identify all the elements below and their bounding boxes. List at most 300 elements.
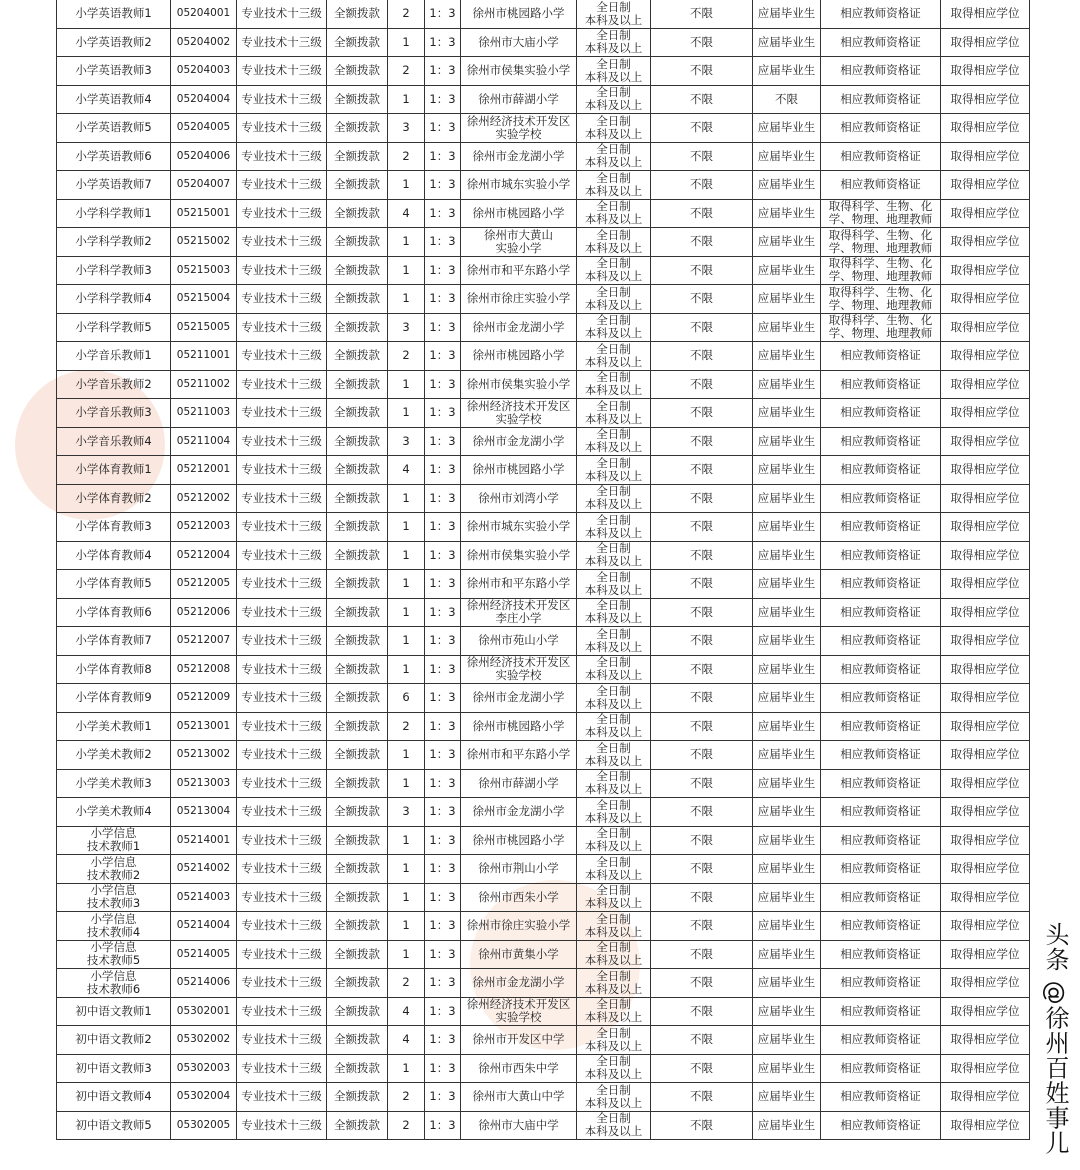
table-row (57, 883, 1030, 912)
position-name-cell: 小学英语教师1 (57, 0, 171, 28)
certificate-cell: 相应教师资格证 (821, 969, 941, 998)
hire-count-cell: 2 (388, 969, 425, 998)
target-group-cell: 应届毕业生 (753, 456, 821, 485)
education-cell: 全日制 本科及以上 (577, 1026, 651, 1055)
school-cell: 徐州市西朱中学 (461, 1054, 577, 1083)
education-cell: 全日制 本科及以上 (577, 826, 651, 855)
position-name-cell: 小学体育教师4 (57, 541, 171, 570)
job-level-cell: 专业技术十三级 (237, 399, 327, 428)
degree-cell: 取得相应学位 (941, 798, 1030, 827)
hire-count-cell: 1 (388, 741, 425, 770)
target-group-cell: 应届毕业生 (753, 598, 821, 627)
funding-type-cell: 全额拨款 (327, 570, 388, 599)
education-cell: 全日制 本科及以上 (577, 684, 651, 713)
funding-type-cell: 全额拨款 (327, 256, 388, 285)
major-cell: 不限 (651, 598, 753, 627)
table-row (57, 655, 1030, 684)
job-level-cell: 专业技术十三级 (237, 171, 327, 200)
hire-count-cell: 1 (388, 513, 425, 542)
school-cell: 徐州市大黄山中学 (461, 1083, 577, 1112)
education-cell: 全日制 本科及以上 (577, 798, 651, 827)
degree-cell: 取得相应学位 (941, 342, 1030, 371)
certificate-cell: 相应教师资格证 (821, 114, 941, 143)
education-cell: 全日制 本科及以上 (577, 855, 651, 884)
job-level-cell: 专业技术十三级 (237, 940, 327, 969)
degree-cell: 取得相应学位 (941, 1083, 1030, 1112)
exam-ratio-cell: 1：3 (425, 57, 461, 86)
exam-ratio-cell: 1：3 (425, 1083, 461, 1112)
degree-cell: 取得相应学位 (941, 598, 1030, 627)
funding-type-cell: 全额拨款 (327, 712, 388, 741)
target-group-cell: 应届毕业生 (753, 342, 821, 371)
exam-ratio-cell: 1：3 (425, 28, 461, 57)
major-cell: 不限 (651, 826, 753, 855)
job-level-cell: 专业技术十三级 (237, 997, 327, 1026)
funding-type-cell: 全额拨款 (327, 313, 388, 342)
education-cell: 全日制 本科及以上 (577, 171, 651, 200)
hire-count-cell: 1 (388, 256, 425, 285)
certificate-cell: 相应教师资格证 (821, 570, 941, 599)
position-name-cell: 小学美术教师3 (57, 769, 171, 798)
education-cell: 全日制 本科及以上 (577, 370, 651, 399)
education-cell: 全日制 本科及以上 (577, 712, 651, 741)
target-group-cell: 应届毕业生 (753, 171, 821, 200)
school-cell: 徐州市金龙湖小学 (461, 427, 577, 456)
exam-ratio-cell: 1：3 (425, 256, 461, 285)
position-code-cell: 05302002 (171, 1026, 237, 1055)
target-group-cell: 应届毕业生 (753, 969, 821, 998)
position-code-cell: 05212002 (171, 484, 237, 513)
degree-cell: 取得相应学位 (941, 684, 1030, 713)
school-cell: 徐州市金龙湖小学 (461, 142, 577, 171)
job-level-cell: 专业技术十三级 (237, 370, 327, 399)
position-code-cell: 05213001 (171, 712, 237, 741)
degree-cell: 取得相应学位 (941, 712, 1030, 741)
degree-cell: 取得相应学位 (941, 171, 1030, 200)
certificate-cell: 相应教师资格证 (821, 912, 941, 941)
exam-ratio-cell: 1：3 (425, 598, 461, 627)
school-cell: 徐州市和平东路小学 (461, 570, 577, 599)
table-row (57, 228, 1030, 257)
certificate-cell: 相应教师资格证 (821, 997, 941, 1026)
certificate-cell: 相应教师资格证 (821, 684, 941, 713)
exam-ratio-cell: 1：3 (425, 627, 461, 656)
exam-ratio-cell: 1：3 (425, 912, 461, 941)
degree-cell: 取得相应学位 (941, 427, 1030, 456)
funding-type-cell: 全额拨款 (327, 285, 388, 314)
hire-count-cell: 3 (388, 427, 425, 456)
education-cell: 全日制 本科及以上 (577, 513, 651, 542)
degree-cell: 取得相应学位 (941, 513, 1030, 542)
certificate-cell: 相应教师资格证 (821, 57, 941, 86)
major-cell: 不限 (651, 1054, 753, 1083)
degree-cell: 取得相应学位 (941, 883, 1030, 912)
position-code-cell: 05302003 (171, 1054, 237, 1083)
position-code-cell: 05214002 (171, 855, 237, 884)
table-row (57, 484, 1030, 513)
education-cell: 全日制 本科及以上 (577, 598, 651, 627)
funding-type-cell: 全额拨款 (327, 598, 388, 627)
funding-type-cell: 全额拨款 (327, 171, 388, 200)
funding-type-cell: 全额拨款 (327, 684, 388, 713)
position-code-cell: 05212007 (171, 627, 237, 656)
position-name-cell: 初中语文教师1 (57, 997, 171, 1026)
table-row (57, 427, 1030, 456)
table-row (57, 513, 1030, 542)
certificate-cell: 相应教师资格证 (821, 1083, 941, 1112)
degree-cell: 取得相应学位 (941, 199, 1030, 228)
job-level-cell: 专业技术十三级 (237, 285, 327, 314)
table-row (57, 1111, 1030, 1140)
degree-cell: 取得相应学位 (941, 627, 1030, 656)
position-code-cell: 05213002 (171, 741, 237, 770)
school-cell: 徐州市金龙湖小学 (461, 313, 577, 342)
table-row (57, 0, 1030, 28)
hire-count-cell: 1 (388, 541, 425, 570)
major-cell: 不限 (651, 798, 753, 827)
position-name-cell: 初中语文教师5 (57, 1111, 171, 1140)
major-cell: 不限 (651, 741, 753, 770)
target-group-cell: 应届毕业生 (753, 997, 821, 1026)
school-cell: 徐州市苑山小学 (461, 627, 577, 656)
school-cell: 徐州市侯集实验小学 (461, 541, 577, 570)
exam-ratio-cell: 1：3 (425, 342, 461, 371)
degree-cell: 取得相应学位 (941, 228, 1030, 257)
position-code-cell: 05214006 (171, 969, 237, 998)
position-code-cell: 05212004 (171, 541, 237, 570)
certificate-cell: 相应教师资格证 (821, 0, 941, 28)
table-row (57, 1083, 1030, 1112)
school-cell: 徐州市桃园路小学 (461, 199, 577, 228)
exam-ratio-cell: 1：3 (425, 570, 461, 599)
hire-count-cell: 1 (388, 826, 425, 855)
job-level-cell: 专业技术十三级 (237, 484, 327, 513)
school-cell: 徐州市桃园路小学 (461, 456, 577, 485)
education-cell: 全日制 本科及以上 (577, 313, 651, 342)
target-group-cell: 应届毕业生 (753, 1111, 821, 1140)
hire-count-cell: 3 (388, 798, 425, 827)
hire-count-cell: 2 (388, 1111, 425, 1140)
position-name-cell: 小学科学教师2 (57, 228, 171, 257)
target-group-cell: 应届毕业生 (753, 513, 821, 542)
school-cell: 徐州市桃园路小学 (461, 0, 577, 28)
certificate-cell: 相应教师资格证 (821, 399, 941, 428)
job-level-cell: 专业技术十三级 (237, 199, 327, 228)
degree-cell: 取得相应学位 (941, 484, 1030, 513)
job-level-cell: 专业技术十三级 (237, 684, 327, 713)
table-row (57, 199, 1030, 228)
funding-type-cell: 全额拨款 (327, 1083, 388, 1112)
position-name-cell: 小学美术教师2 (57, 741, 171, 770)
school-cell: 徐州市大黄山 实验小学 (461, 228, 577, 257)
position-name-cell: 小学信息 技术教师3 (57, 883, 171, 912)
certificate-cell: 相应教师资格证 (821, 427, 941, 456)
major-cell: 不限 (651, 399, 753, 428)
school-cell: 徐州市开发区中学 (461, 1026, 577, 1055)
certificate-cell: 取得科学、生物、化 学、物理、地理教师 (821, 285, 941, 314)
funding-type-cell: 全额拨款 (327, 826, 388, 855)
position-code-cell: 05204007 (171, 171, 237, 200)
table-row (57, 541, 1030, 570)
position-code-cell: 05212001 (171, 456, 237, 485)
table-row (57, 598, 1030, 627)
job-level-cell: 专业技术十三级 (237, 541, 327, 570)
degree-cell: 取得相应学位 (941, 142, 1030, 171)
table-row (57, 684, 1030, 713)
position-code-cell: 05211003 (171, 399, 237, 428)
education-cell: 全日制 本科及以上 (577, 1054, 651, 1083)
table-row (57, 399, 1030, 428)
job-level-cell: 专业技术十三级 (237, 342, 327, 371)
position-code-cell: 05212006 (171, 598, 237, 627)
table-row (57, 997, 1030, 1026)
major-cell: 不限 (651, 855, 753, 884)
certificate-cell: 相应教师资格证 (821, 598, 941, 627)
major-cell: 不限 (651, 513, 753, 542)
major-cell: 不限 (651, 1111, 753, 1140)
target-group-cell: 应届毕业生 (753, 370, 821, 399)
certificate-cell: 相应教师资格证 (821, 655, 941, 684)
school-cell: 徐州市荆山小学 (461, 855, 577, 884)
position-code-cell: 05214003 (171, 883, 237, 912)
school-cell: 徐州市金龙湖小学 (461, 798, 577, 827)
school-cell: 徐州市大庙小学 (461, 28, 577, 57)
exam-ratio-cell: 1：3 (425, 712, 461, 741)
position-name-cell: 小学美术教师1 (57, 712, 171, 741)
position-code-cell: 05204002 (171, 28, 237, 57)
certificate-cell: 相应教师资格证 (821, 342, 941, 371)
position-code-cell: 05211002 (171, 370, 237, 399)
position-name-cell: 初中语文教师3 (57, 1054, 171, 1083)
target-group-cell: 应届毕业生 (753, 114, 821, 143)
degree-cell: 取得相应学位 (941, 28, 1030, 57)
exam-ratio-cell: 1：3 (425, 798, 461, 827)
major-cell: 不限 (651, 969, 753, 998)
education-cell: 全日制 本科及以上 (577, 427, 651, 456)
education-cell: 全日制 本科及以上 (577, 228, 651, 257)
degree-cell: 取得相应学位 (941, 1054, 1030, 1083)
job-level-cell: 专业技术十三级 (237, 142, 327, 171)
hire-count-cell: 3 (388, 313, 425, 342)
table-row (57, 712, 1030, 741)
hire-count-cell: 4 (388, 456, 425, 485)
target-group-cell: 应届毕业生 (753, 940, 821, 969)
target-group-cell: 应届毕业生 (753, 655, 821, 684)
certificate-cell: 相应教师资格证 (821, 826, 941, 855)
degree-cell: 取得相应学位 (941, 313, 1030, 342)
job-level-cell: 专业技术十三级 (237, 627, 327, 656)
school-cell: 徐州市和平东路小学 (461, 256, 577, 285)
position-name-cell: 小学科学教师4 (57, 285, 171, 314)
funding-type-cell: 全额拨款 (327, 1111, 388, 1140)
exam-ratio-cell: 1：3 (425, 199, 461, 228)
hire-count-cell: 1 (388, 1054, 425, 1083)
school-cell: 徐州市薛湖小学 (461, 769, 577, 798)
position-name-cell: 小学音乐教师4 (57, 427, 171, 456)
funding-type-cell: 全额拨款 (327, 741, 388, 770)
degree-cell: 取得相应学位 (941, 285, 1030, 314)
school-cell: 徐州市桃园路小学 (461, 712, 577, 741)
job-level-cell: 专业技术十三级 (237, 969, 327, 998)
education-cell: 全日制 本科及以上 (577, 883, 651, 912)
target-group-cell: 应届毕业生 (753, 256, 821, 285)
school-cell: 徐州市金龙湖小学 (461, 684, 577, 713)
major-cell: 不限 (651, 342, 753, 371)
exam-ratio-cell: 1：3 (425, 171, 461, 200)
funding-type-cell: 全额拨款 (327, 513, 388, 542)
degree-cell: 取得相应学位 (941, 826, 1030, 855)
hire-count-cell: 1 (388, 940, 425, 969)
job-level-cell: 专业技术十三级 (237, 712, 327, 741)
degree-cell: 取得相应学位 (941, 969, 1030, 998)
hire-count-cell: 1 (388, 655, 425, 684)
position-code-cell: 05204005 (171, 114, 237, 143)
exam-ratio-cell: 1：3 (425, 285, 461, 314)
job-level-cell: 专业技术十三级 (237, 798, 327, 827)
funding-type-cell: 全额拨款 (327, 969, 388, 998)
exam-ratio-cell: 1：3 (425, 370, 461, 399)
degree-cell: 取得相应学位 (941, 940, 1030, 969)
funding-type-cell: 全额拨款 (327, 342, 388, 371)
table-row (57, 855, 1030, 884)
certificate-cell: 相应教师资格证 (821, 712, 941, 741)
job-level-cell: 专业技术十三级 (237, 570, 327, 599)
hire-count-cell: 4 (388, 997, 425, 1026)
hire-count-cell: 4 (388, 1026, 425, 1055)
target-group-cell: 应届毕业生 (753, 741, 821, 770)
hire-count-cell: 3 (388, 114, 425, 143)
position-name-cell: 小学体育教师3 (57, 513, 171, 542)
target-group-cell: 应届毕业生 (753, 285, 821, 314)
position-code-cell: 05215002 (171, 228, 237, 257)
degree-cell: 取得相应学位 (941, 399, 1030, 428)
funding-type-cell: 全额拨款 (327, 57, 388, 86)
school-cell: 徐州经济技术开发区 实验学校 (461, 997, 577, 1026)
exam-ratio-cell: 1：3 (425, 1054, 461, 1083)
target-group-cell: 应届毕业生 (753, 684, 821, 713)
funding-type-cell: 全额拨款 (327, 484, 388, 513)
certificate-cell: 取得科学、生物、化 学、物理、地理教师 (821, 256, 941, 285)
education-cell: 全日制 本科及以上 (577, 85, 651, 114)
position-name-cell: 初中语文教师2 (57, 1026, 171, 1055)
exam-ratio-cell: 1：3 (425, 114, 461, 143)
table-row (57, 370, 1030, 399)
target-group-cell: 应届毕业生 (753, 855, 821, 884)
table-row (57, 912, 1030, 941)
school-cell: 徐州市桃园路小学 (461, 826, 577, 855)
job-level-cell: 专业技术十三级 (237, 769, 327, 798)
certificate-cell: 取得科学、生物、化 学、物理、地理教师 (821, 313, 941, 342)
target-group-cell: 应届毕业生 (753, 399, 821, 428)
major-cell: 不限 (651, 1083, 753, 1112)
job-level-cell: 专业技术十三级 (237, 57, 327, 86)
job-level-cell: 专业技术十三级 (237, 883, 327, 912)
school-cell: 徐州市和平东路小学 (461, 741, 577, 770)
target-group-cell: 应届毕业生 (753, 769, 821, 798)
position-name-cell: 小学科学教师3 (57, 256, 171, 285)
job-level-cell: 专业技术十三级 (237, 741, 327, 770)
funding-type-cell: 全额拨款 (327, 627, 388, 656)
certificate-cell: 相应教师资格证 (821, 171, 941, 200)
table-row (57, 114, 1030, 143)
position-name-cell: 小学音乐教师3 (57, 399, 171, 428)
target-group-cell: 应届毕业生 (753, 1083, 821, 1112)
major-cell: 不限 (651, 655, 753, 684)
job-level-cell: 专业技术十三级 (237, 85, 327, 114)
hire-count-cell: 1 (388, 883, 425, 912)
certificate-cell: 相应教师资格证 (821, 1054, 941, 1083)
job-level-cell: 专业技术十三级 (237, 313, 327, 342)
position-name-cell: 小学音乐教师2 (57, 370, 171, 399)
exam-ratio-cell: 1：3 (425, 456, 461, 485)
school-cell: 徐州经济技术开发区 实验学校 (461, 114, 577, 143)
job-level-cell: 专业技术十三级 (237, 427, 327, 456)
exam-ratio-cell: 1：3 (425, 940, 461, 969)
major-cell: 不限 (651, 57, 753, 86)
school-cell: 徐州市刘湾小学 (461, 484, 577, 513)
certificate-cell: 相应教师资格证 (821, 1026, 941, 1055)
hire-count-cell: 1 (388, 228, 425, 257)
certificate-cell: 相应教师资格证 (821, 769, 941, 798)
degree-cell: 取得相应学位 (941, 541, 1030, 570)
exam-ratio-cell: 1：3 (425, 313, 461, 342)
education-cell: 全日制 本科及以上 (577, 285, 651, 314)
position-name-cell: 小学体育教师6 (57, 598, 171, 627)
degree-cell: 取得相应学位 (941, 1026, 1030, 1055)
position-code-cell: 05213004 (171, 798, 237, 827)
position-code-cell: 05302004 (171, 1083, 237, 1112)
table-row (57, 969, 1030, 998)
certificate-cell: 相应教师资格证 (821, 627, 941, 656)
education-cell: 全日制 本科及以上 (577, 399, 651, 428)
position-code-cell: 05211001 (171, 342, 237, 371)
certificate-cell: 相应教师资格证 (821, 28, 941, 57)
target-group-cell: 应届毕业生 (753, 484, 821, 513)
hire-count-cell: 4 (388, 199, 425, 228)
school-cell: 徐州市徐庄实验小学 (461, 912, 577, 941)
funding-type-cell: 全额拨款 (327, 28, 388, 57)
job-level-cell: 专业技术十三级 (237, 826, 327, 855)
major-cell: 不限 (651, 769, 753, 798)
recruitment-table (56, 0, 1030, 1140)
major-cell: 不限 (651, 484, 753, 513)
major-cell: 不限 (651, 85, 753, 114)
target-group-cell: 应届毕业生 (753, 28, 821, 57)
funding-type-cell: 全额拨款 (327, 798, 388, 827)
certificate-cell: 相应教师资格证 (821, 1111, 941, 1140)
job-level-cell: 专业技术十三级 (237, 456, 327, 485)
funding-type-cell: 全额拨款 (327, 997, 388, 1026)
position-name-cell: 小学信息 技术教师5 (57, 940, 171, 969)
position-name-cell: 小学信息 技术教师1 (57, 826, 171, 855)
table-row (57, 627, 1030, 656)
certificate-cell: 相应教师资格证 (821, 741, 941, 770)
certificate-cell: 相应教师资格证 (821, 940, 941, 969)
funding-type-cell: 全额拨款 (327, 1026, 388, 1055)
table-row (57, 769, 1030, 798)
target-group-cell: 应届毕业生 (753, 883, 821, 912)
exam-ratio-cell: 1：3 (425, 997, 461, 1026)
exam-ratio-cell: 1：3 (425, 1111, 461, 1140)
funding-type-cell: 全额拨款 (327, 912, 388, 941)
education-cell: 全日制 本科及以上 (577, 655, 651, 684)
table-row (57, 1026, 1030, 1055)
position-name-cell: 小学体育教师2 (57, 484, 171, 513)
education-cell: 全日制 本科及以上 (577, 256, 651, 285)
major-cell: 不限 (651, 313, 753, 342)
exam-ratio-cell: 1：3 (425, 142, 461, 171)
target-group-cell: 应届毕业生 (753, 228, 821, 257)
